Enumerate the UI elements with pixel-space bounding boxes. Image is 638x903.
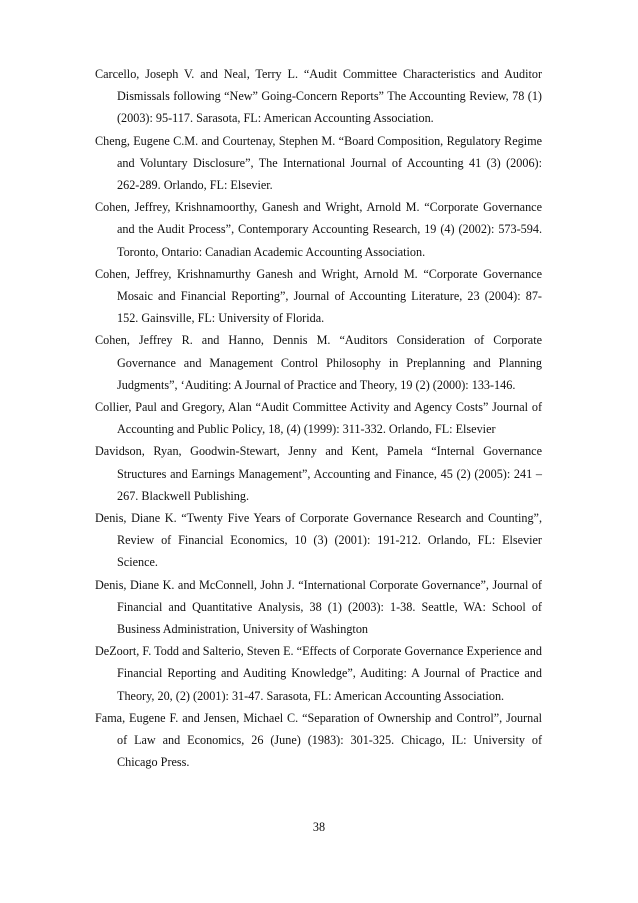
- reference-entry: Davidson, Ryan, Goodwin-Stewart, Jenny and Kent, Pamela “Internal Governance Structures and Earnings Management”, Accounting and Finance, 45 (2) (2005): 241 – 267. Blackwell Publishing.: [95, 444, 542, 503]
- page-number: 38: [312, 820, 326, 834]
- reference-entry: Cohen, Jeffrey, Krishnamoorthy, Ganesh and Wright, Arnold M. “Corporate Governance and the Audit Process”, Contemporary Accounting Research, 19 (4) (2002): 573-594. Toronto, Ontario: Canadian Academic Accounting Association.: [95, 200, 542, 259]
- reference-entry: Collier, Paul and Gregory, Alan “Audit Committee Activity and Agency Costs” Journal of Accounting and Public Policy, 18, (4) (1999): 311-332. Orlando, FL: Elsevier: [95, 400, 542, 437]
- reference-entry: Cohen, Jeffrey, Krishnamurthy Ganesh and Wright, Arnold M. “Corporate Governance Mosaic and Financial Reporting”, Journal of Accounting Literature, 23 (2004): 87-152. Gainsville, FL: University of Florida.: [95, 266, 542, 326]
- reference-entry: Fama, Eugene F. and Jensen, Michael C. “Separation of Ownership and Control”, Journal of Law and Economics, 26 (June) (1983): 301-325. Chicago, IL: University of Chicago Press.: [95, 710, 542, 770]
- reference-entry: Denis, Diane K. and McConnell, John J. “International Corporate Governance”, Journal of Financial and Quantitative Analysis, 38 (1) (2003): 1-38. Seattle, WA: School of Business Administration, University of Washington: [95, 577, 542, 637]
- reference-entry: Cheng, Eugene C.M. and Courtenay, Stephen M. “Board Composition, Regulatory Regime and Voluntary Disclosure”, The International Journal of Accounting 41 (3) (2006): 262-289. Orlando, FL: Elsevier.: [95, 133, 542, 193]
- reference-entry: Cohen, Jeffrey R. and Hanno, Dennis M. “Auditors Consideration of Corporate Governance and Management Control Philosophy in Preplanning and Planning Judgments”, ‘Auditing: A Journal of Practice and Theory, 19 (2) (2000): 133-146.: [95, 333, 542, 392]
- reference-entry: DeZoort, F. Todd and Salterio, Steven E. “Effects of Corporate Governance Experience and Financial Reporting and Auditing Knowledge”, Auditing: A Journal of Practice and Theory, 20, (2) (2001): 31-47. Sarasota, FL: American Accounting Association.: [95, 644, 542, 703]
- reference-entry: Carcello, Joseph V. and Neal, Terry L. “Audit Committee Characteristics and Auditor Dismissals following “New” Going-Concern Reports” The Accounting Review, 78 (1) (2003): 95-117. Sarasota, FL: American Accounting Association.: [95, 67, 542, 126]
- reference-list: [95, 63, 542, 774]
- reference-entry: Denis, Diane K. “Twenty Five Years of Corporate Governance Research and Counting”, Review of Financial Economics, 10 (3) (2001): 191-212. Orlando, FL: Elsevier Science.: [95, 511, 542, 570]
